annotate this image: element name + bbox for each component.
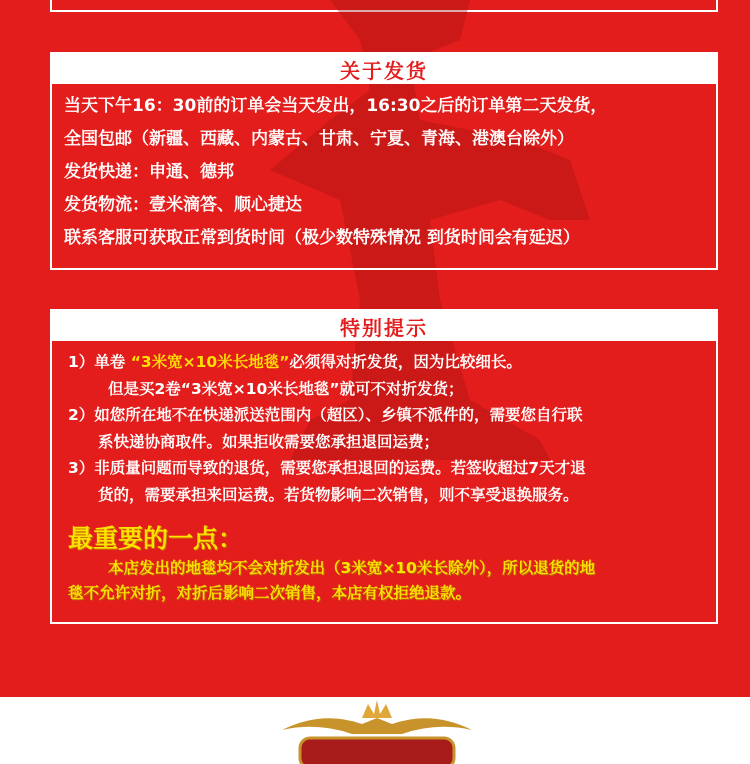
- delivery-time-text: 联系客服可获取正常到货时间（极少数特殊情况 到货时间会有延迟）: [64, 228, 580, 248]
- special-notice-title: 特别提示: [340, 315, 428, 340]
- crown-badge-decoration: [262, 700, 492, 764]
- notice-item-1-highlight: “3米宽×10米长地毯”: [130, 353, 290, 371]
- most-important-title: 最重要的一点：: [68, 524, 244, 553]
- shipping-info-body: [52, 84, 716, 255]
- most-important-line1: 本店发出的地毯均不会对折发出（3米宽×10米长除外），所以退货的地: [108, 559, 596, 577]
- free-shipping-text: 全国包邮（新疆、西藏、内蒙古、甘肃、宁夏、青海、港澳台除外）: [64, 129, 574, 149]
- notice-item-3: 3）非质量问题而导致的退货，需要您承担退回的运费。若签收超过7天才退: [68, 459, 586, 477]
- shipping-cutoff-text: 当天下午16：30前的订单会当天发出，16:30之后的订单第二天发货，: [64, 96, 608, 116]
- notice-item-1: [68, 349, 706, 376]
- special-notice-header: [52, 311, 716, 341]
- notice-item-1-suffix: 必须得对折发货，因为比较细长。: [289, 353, 522, 371]
- shipping-info-header: [52, 54, 716, 84]
- notice-item-1-line2: 但是买2卷“3米宽×10米长地毯”就可不对折发货；: [108, 379, 464, 398]
- notice-item-2: 2）如您所在地不在快递派送范围内（超区）、乡镇不派件的，需要您自行联: [68, 406, 583, 424]
- notice-item-3-line2: 货的，需要承担来回运费。若货物影响二次销售，则不享受退换服务。: [98, 485, 579, 504]
- top-section-frame: [50, 0, 718, 12]
- courier-text: 发货快递：申通、德邦: [64, 162, 234, 182]
- most-important-line2: 毯不允许对折，对折后影响二次销售，本店有权拒绝退款。: [68, 584, 472, 602]
- shipping-info-title: 关于发货: [340, 58, 428, 83]
- special-notice-section: [50, 309, 718, 624]
- notice-item-2-line2: 系快递协商取件。如果拒收需要您承担退回运费；: [98, 432, 440, 451]
- logistics-text: 发货物流：壹米滴答、顺心捷达: [64, 195, 302, 215]
- notice-item-1-prefix: 1）单卷: [68, 353, 131, 371]
- shipping-info-section: [50, 52, 718, 270]
- special-notice-body: [52, 341, 716, 606]
